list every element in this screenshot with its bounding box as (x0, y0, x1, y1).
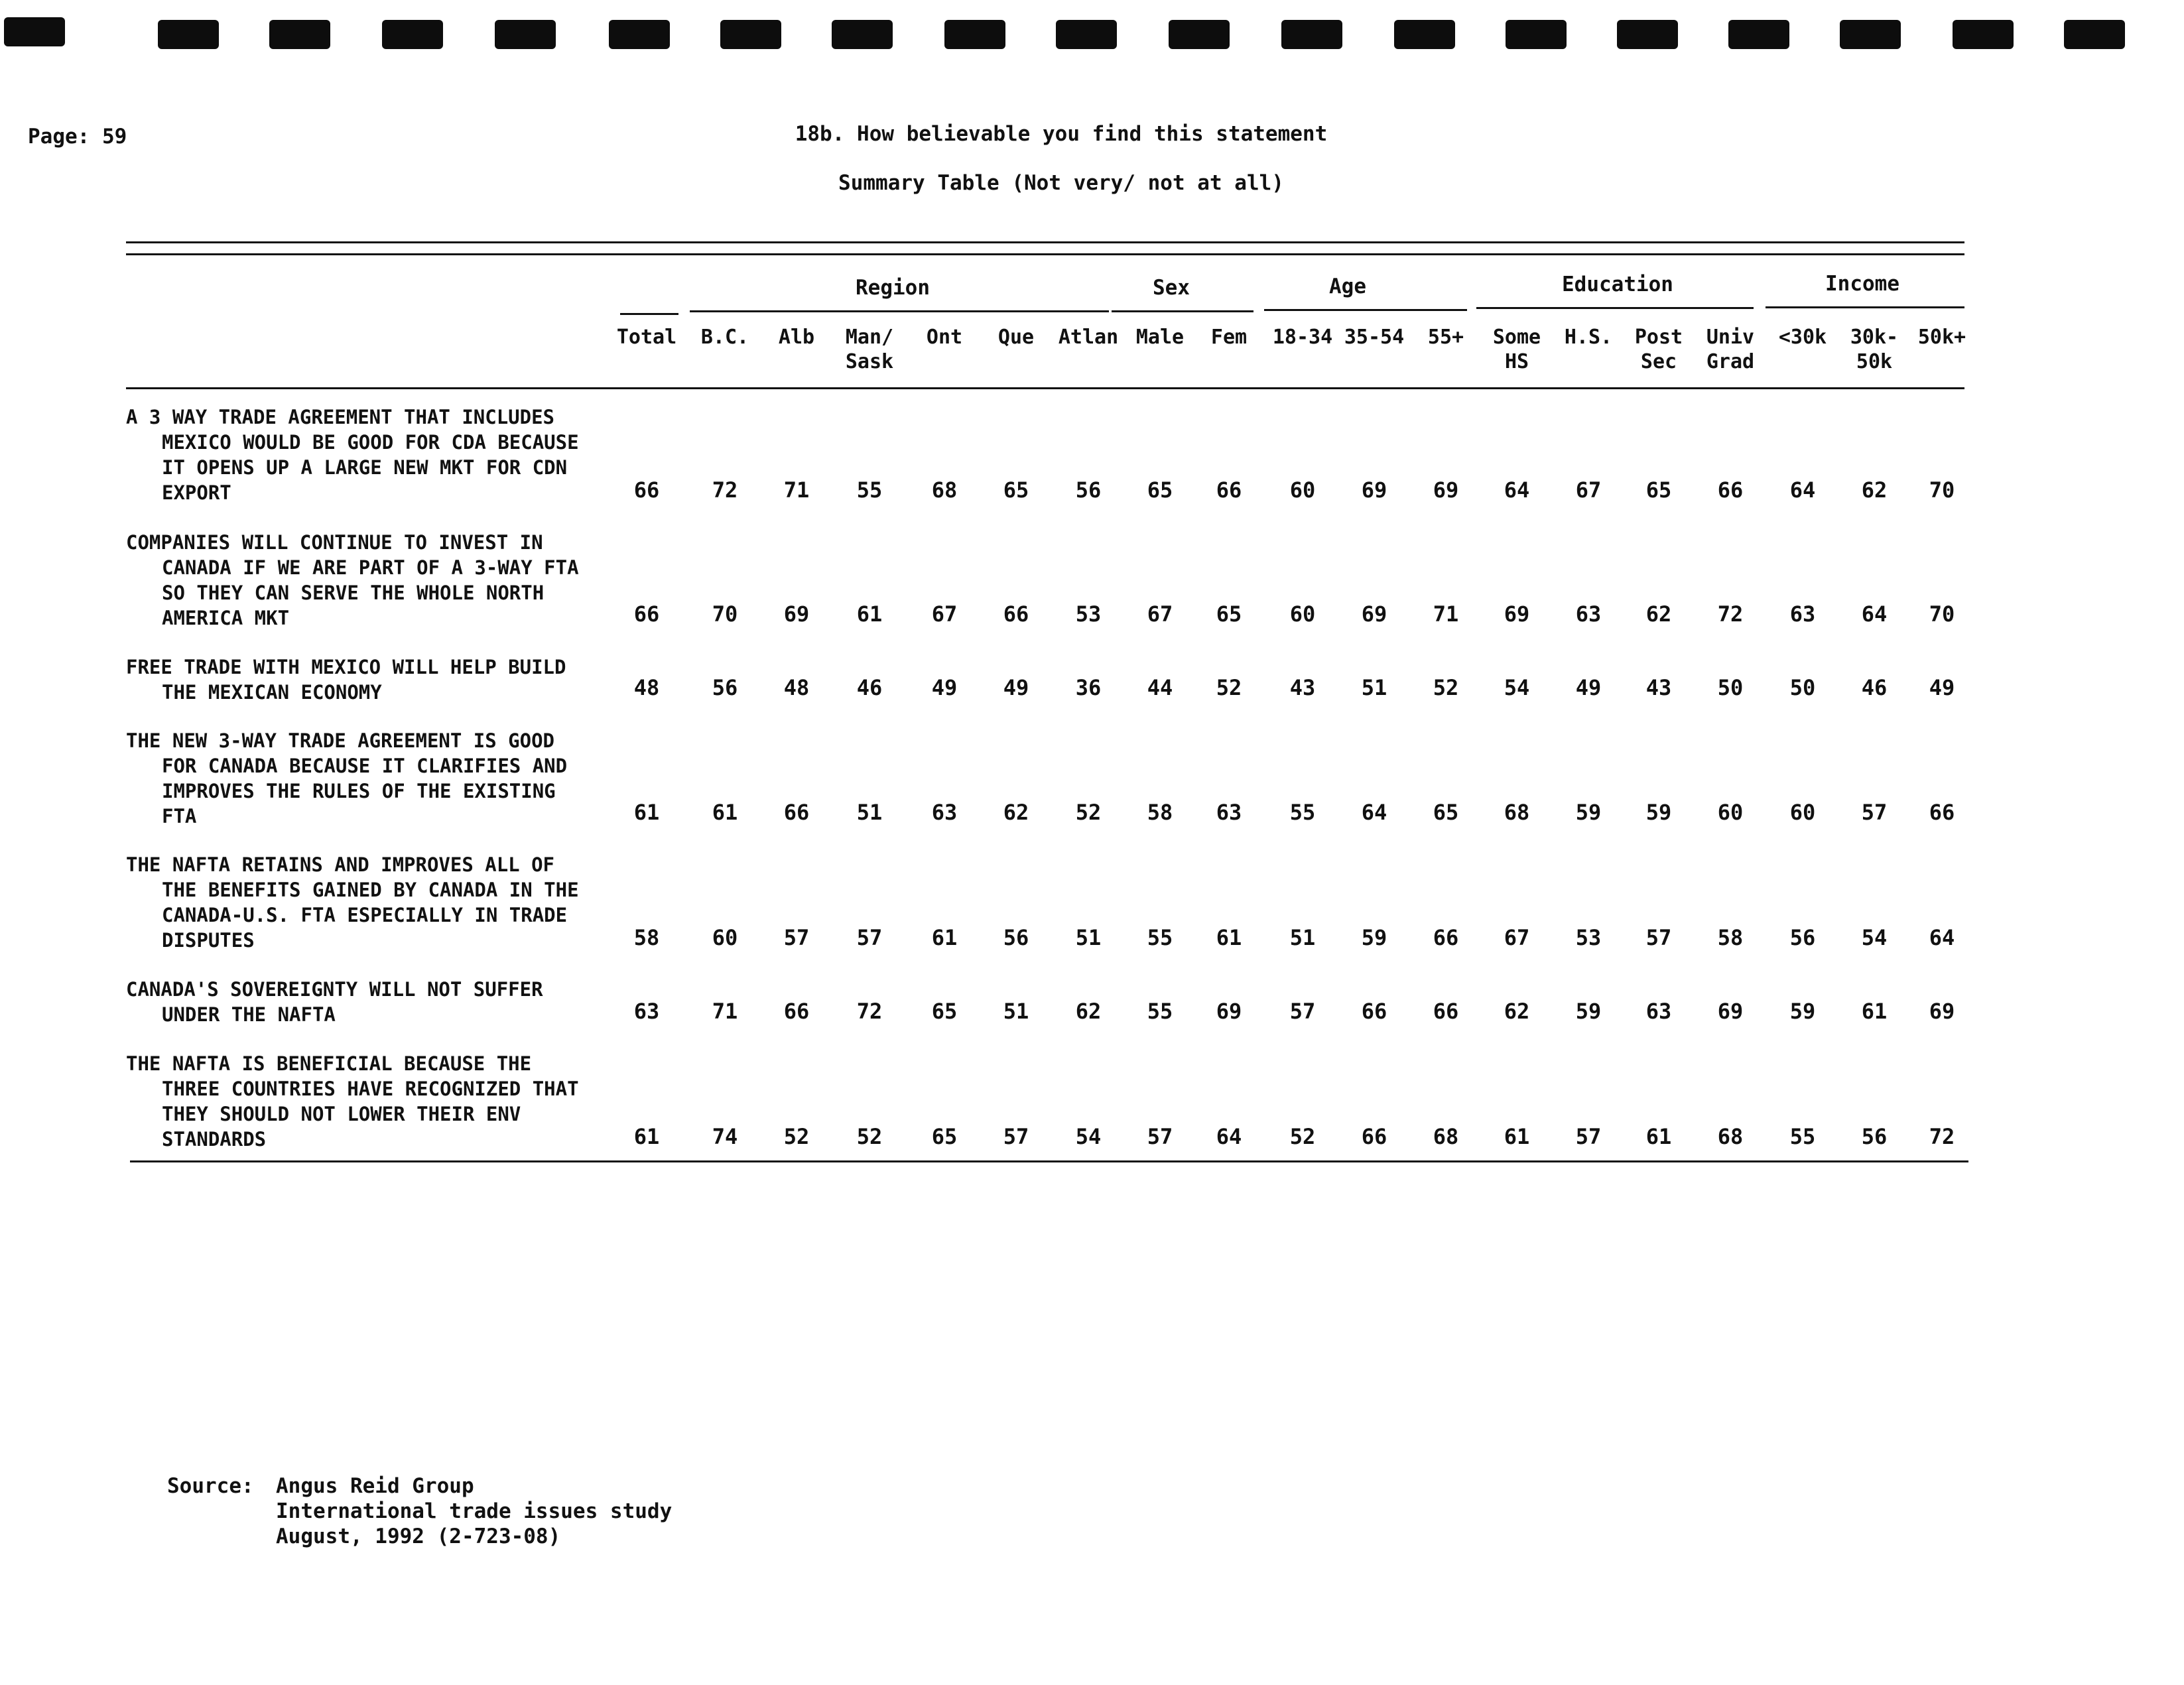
table-cell: 61 (1645, 1124, 1672, 1149)
table-cell: 57 (783, 925, 810, 950)
row-label-line: THE NAFTA RETAINS AND IMPROVES ALL OF (126, 853, 555, 876)
table-cell: 62 (1003, 800, 1029, 825)
table-cell: 58 (633, 925, 660, 950)
table-cell: 63 (1645, 999, 1672, 1024)
table-cell: 65 (1147, 477, 1173, 503)
table-cell: 66 (1717, 477, 1744, 503)
table-cell: 60 (1289, 601, 1316, 627)
punch-hole (944, 20, 1005, 49)
table-cell: 54 (1504, 675, 1530, 700)
punch-hole (832, 20, 893, 49)
table-cell: 70 (1929, 477, 1955, 503)
table-cell: 61 (856, 601, 883, 627)
row-label-line: THE NEW 3-WAY TRADE AGREEMENT IS GOOD (126, 729, 555, 752)
table-cell: 52 (1289, 1124, 1316, 1149)
group-header-rule (1766, 306, 1964, 308)
row-label-line: IT OPENS UP A LARGE NEW MKT FOR CDN (162, 456, 568, 479)
row-label-line: SO THEY CAN SERVE THE WHOLE NORTH (162, 582, 545, 604)
row-label-line: THE NAFTA IS BENEFICIAL BECAUSE THE (126, 1052, 532, 1075)
table-cell: 55 (1289, 800, 1316, 825)
table-cell: 56 (1075, 477, 1102, 503)
group-header-rule (690, 310, 1109, 312)
table-cell: 51 (1361, 675, 1387, 700)
column-header: 18-34 (1272, 326, 1333, 349)
row-label-line: STANDARDS (162, 1128, 267, 1151)
table-cell: 56 (1003, 925, 1029, 950)
table-title: 18b. How believable you find this statement (795, 122, 1328, 146)
table-cell: 59 (1645, 800, 1672, 825)
table-cell: 57 (1861, 800, 1888, 825)
table-cell: 62 (1645, 601, 1672, 627)
punch-hole (1394, 20, 1455, 49)
table-cell: 61 (633, 800, 660, 825)
table-cell: 69 (1504, 601, 1530, 627)
table-cell: 64 (1361, 800, 1387, 825)
table-cell: 57 (1003, 1124, 1029, 1149)
table-cell: 46 (856, 675, 883, 700)
table-cell: 64 (1929, 925, 1955, 950)
punch-hole (1056, 20, 1117, 49)
source-lines (276, 1473, 672, 1549)
column-header: H.S. (1564, 326, 1613, 349)
table-cell: 61 (1504, 1124, 1530, 1149)
table-cell: 62 (1861, 477, 1888, 503)
table-cell: 52 (783, 1124, 810, 1149)
table-cell: 65 (931, 999, 958, 1024)
row-label-line: AMERICA MKT (162, 607, 290, 629)
table-cell: 63 (1575, 601, 1602, 627)
group-header: Age (1329, 275, 1366, 298)
table-cell: 43 (1289, 675, 1316, 700)
group-header-rule (1264, 309, 1467, 311)
table-cell: 66 (1361, 999, 1387, 1024)
table-cell: 51 (856, 800, 883, 825)
table-cell: 69 (1216, 999, 1242, 1024)
punch-hole (158, 20, 219, 49)
column-header: Some HS (1492, 326, 1541, 373)
table-cell: 69 (1433, 477, 1459, 503)
punch-hole (495, 20, 556, 49)
column-header: Alb (778, 326, 815, 349)
table-cell: 58 (1717, 925, 1744, 950)
table-cell: 72 (712, 477, 738, 503)
punch-hole (1617, 20, 1678, 49)
table-cell: 49 (931, 675, 958, 700)
punch-hole (269, 20, 330, 49)
row-label-line: THEY SHOULD NOT LOWER THEIR ENV (162, 1103, 521, 1125)
table-cell: 51 (1289, 925, 1316, 950)
table-cell: 65 (1433, 800, 1459, 825)
table-cell: 48 (633, 675, 660, 700)
table-cell: 54 (1075, 1124, 1102, 1149)
table-cell: 55 (856, 477, 883, 503)
table-cell: 69 (783, 601, 810, 627)
table-cell: 65 (1645, 477, 1672, 503)
table-cell: 59 (1575, 800, 1602, 825)
column-header: Man/ Sask (845, 326, 894, 373)
table-cell: 71 (1433, 601, 1459, 627)
table-subtitle: Summary Table (Not very/ not at all) (838, 171, 1284, 195)
row-label-line: FREE TRADE WITH MEXICO WILL HELP BUILD (126, 656, 566, 678)
punch-hole (1506, 20, 1567, 49)
row-label-line: FOR CANADA BECAUSE IT CLARIFIES AND (162, 755, 568, 777)
table-cell: 67 (1147, 601, 1173, 627)
total-column-rule (620, 313, 678, 315)
table-cell: 59 (1361, 925, 1387, 950)
column-header: Fem (1210, 326, 1248, 349)
row-label-line: CANADA IF WE ARE PART OF A 3-WAY FTA (162, 556, 579, 579)
punch-hole (1728, 20, 1789, 49)
table-cell: 43 (1645, 675, 1672, 700)
table-cell: 61 (712, 800, 738, 825)
table-cell: 51 (1075, 925, 1102, 950)
row-label-line: COMPANIES WILL CONTINUE TO INVEST IN (126, 531, 543, 554)
table-cell: 72 (1929, 1124, 1955, 1149)
table-cell: 56 (1789, 925, 1816, 950)
table-cell: 49 (1575, 675, 1602, 700)
column-header: Univ Grad (1706, 326, 1755, 373)
table-cell: 66 (783, 999, 810, 1024)
row-label-line: FTA (162, 805, 197, 828)
table-cell: 64 (1861, 601, 1888, 627)
punch-hole (382, 20, 443, 49)
table-cell: 52 (1433, 675, 1459, 700)
column-header: Que (997, 326, 1035, 349)
table-cell: 56 (712, 675, 738, 700)
table-cell: 64 (1504, 477, 1530, 503)
table-cell: 60 (1789, 800, 1816, 825)
table-cell: 44 (1147, 675, 1173, 700)
column-header: Male (1135, 326, 1185, 349)
table-cell: 66 (1929, 800, 1955, 825)
table-cell: 52 (1075, 800, 1102, 825)
header-rule (126, 387, 1964, 389)
table-cell: 66 (1003, 601, 1029, 627)
row-label-line: CANADA'S SOVEREIGNTY WILL NOT SUFFER (126, 978, 543, 1001)
punch-hole (1281, 20, 1342, 49)
table-cell: 55 (1789, 1124, 1816, 1149)
table-cell: 50 (1789, 675, 1816, 700)
punch-hole (4, 17, 65, 46)
table-cell: 64 (1789, 477, 1816, 503)
table-cell: 66 (1433, 999, 1459, 1024)
group-header: Region (856, 276, 930, 300)
table-cell: 61 (633, 1124, 660, 1149)
row-label-line: UNDER THE NAFTA (162, 1003, 336, 1026)
table-cell: 48 (783, 675, 810, 700)
page-number: Page: 59 (28, 125, 127, 149)
table-cell: 70 (712, 601, 738, 627)
table-cell: 66 (1216, 477, 1242, 503)
group-header-rule (1112, 310, 1253, 312)
column-header: Atlan (1058, 326, 1119, 349)
table-cell: 54 (1861, 925, 1888, 950)
source-line: International trade issues study (276, 1499, 673, 1523)
table-cell: 66 (633, 601, 660, 627)
table-cell: 52 (856, 1124, 883, 1149)
table-cell: 60 (712, 925, 738, 950)
table-cell: 55 (1147, 999, 1173, 1024)
table-cell: 71 (712, 999, 738, 1024)
row-label-line: THREE COUNTRIES HAVE RECOGNIZED THAT (162, 1078, 579, 1100)
table-cell: 67 (1575, 477, 1602, 503)
group-header: Education (1562, 273, 1673, 296)
table-cell: 61 (931, 925, 958, 950)
table-cell: 72 (1717, 601, 1744, 627)
table-cell: 70 (1929, 601, 1955, 627)
table-cell: 74 (712, 1124, 738, 1149)
table-cell: 64 (1216, 1124, 1242, 1149)
column-header: Ont (926, 326, 963, 349)
row-label-line: EXPORT (162, 481, 231, 504)
row-label (126, 405, 617, 505)
punch-hole (609, 20, 670, 49)
column-header: 55+ (1427, 326, 1464, 349)
punch-hole (1840, 20, 1901, 49)
table-cell: 49 (1003, 675, 1029, 700)
top-rule (126, 241, 1964, 243)
column-header: <30k (1778, 326, 1827, 349)
row-label-line: IMPROVES THE RULES OF THE EXISTING (162, 780, 556, 802)
row-label-line: A 3 WAY TRADE AGREEMENT THAT INCLUDES (126, 406, 555, 428)
table-cell: 57 (1645, 925, 1672, 950)
table-cell: 49 (1929, 675, 1955, 700)
table-cell: 51 (1003, 999, 1029, 1024)
row-label (126, 852, 617, 953)
table-cell: 65 (1216, 601, 1242, 627)
table-cell: 63 (1789, 601, 1816, 627)
table-cell: 53 (1575, 925, 1602, 950)
table-cell: 52 (1216, 675, 1242, 700)
source-line: August, 1992 (2-723-08) (276, 1525, 561, 1548)
table-cell: 67 (1504, 925, 1530, 950)
table-cell: 57 (1147, 1124, 1173, 1149)
table-cell: 57 (856, 925, 883, 950)
table-cell: 60 (1717, 800, 1744, 825)
column-header: 50k+ (1917, 326, 1966, 349)
table-cell: 57 (1575, 1124, 1602, 1149)
table-cell: 68 (1717, 1124, 1744, 1149)
table-cell: 65 (931, 1124, 958, 1149)
table-cell: 59 (1575, 999, 1602, 1024)
table-cell: 63 (931, 800, 958, 825)
table-cell: 66 (1361, 1124, 1387, 1149)
table-cell: 68 (1504, 800, 1530, 825)
source-label: Source: (167, 1474, 254, 1498)
table-cell: 68 (1433, 1124, 1459, 1149)
table-cell: 69 (1361, 477, 1387, 503)
column-header: Total (616, 326, 677, 349)
table-cell: 62 (1075, 999, 1102, 1024)
row-label (126, 728, 617, 829)
row-label (126, 1051, 617, 1152)
table-cell: 69 (1929, 999, 1955, 1024)
top-rule (126, 253, 1964, 255)
table-cell: 36 (1075, 675, 1102, 700)
table-cell: 69 (1717, 999, 1744, 1024)
column-header: 35-54 (1344, 326, 1405, 349)
table-cell: 61 (1216, 925, 1242, 950)
column-header: Post Sec (1634, 326, 1683, 373)
row-label (126, 655, 617, 705)
table-cell: 57 (1289, 999, 1316, 1024)
table-cell: 60 (1289, 477, 1316, 503)
table-cell: 59 (1789, 999, 1816, 1024)
punch-hole (1953, 20, 2014, 49)
table-cell: 71 (783, 477, 810, 503)
group-header: Sex (1153, 276, 1190, 300)
row-label (126, 530, 617, 631)
table-cell: 72 (856, 999, 883, 1024)
table-cell: 55 (1147, 925, 1173, 950)
source-line: Angus Reid Group (276, 1474, 474, 1498)
row-label-line: CANADA-U.S. FTA ESPECIALLY IN TRADE (162, 904, 568, 926)
table-cell: 66 (1433, 925, 1459, 950)
column-header: B.C. (700, 326, 749, 349)
table-cell: 63 (1216, 800, 1242, 825)
group-header: Income (1825, 272, 1899, 296)
group-header-rule (1476, 307, 1754, 309)
table-cell: 62 (1504, 999, 1530, 1024)
row-label (126, 977, 617, 1027)
table-cell: 50 (1717, 675, 1744, 700)
table-cell: 66 (633, 477, 660, 503)
table-cell: 63 (633, 999, 660, 1024)
table-cell: 61 (1861, 999, 1888, 1024)
punch-hole-strip (0, 20, 2184, 60)
row-label-line: THE BENEFITS GAINED BY CANADA IN THE (162, 879, 579, 901)
row-label-line: MEXICO WOULD BE GOOD FOR CDA BECAUSE (162, 431, 579, 454)
table-cell: 65 (1003, 477, 1029, 503)
row-label-line: DISPUTES (162, 929, 255, 952)
table-cell: 58 (1147, 800, 1173, 825)
punch-hole (720, 20, 781, 49)
table-cell: 53 (1075, 601, 1102, 627)
table-cell: 66 (783, 800, 810, 825)
column-header: 30k- 50k (1850, 326, 1899, 373)
table-cell: 67 (931, 601, 958, 627)
punch-hole (1169, 20, 1230, 49)
bottom-rule (130, 1160, 1968, 1162)
table-cell: 68 (931, 477, 958, 503)
table-cell: 56 (1861, 1124, 1888, 1149)
table-cell: 46 (1861, 675, 1888, 700)
table-cell: 69 (1361, 601, 1387, 627)
row-label-line: THE MEXICAN ECONOMY (162, 681, 382, 704)
punch-hole (2064, 20, 2125, 49)
